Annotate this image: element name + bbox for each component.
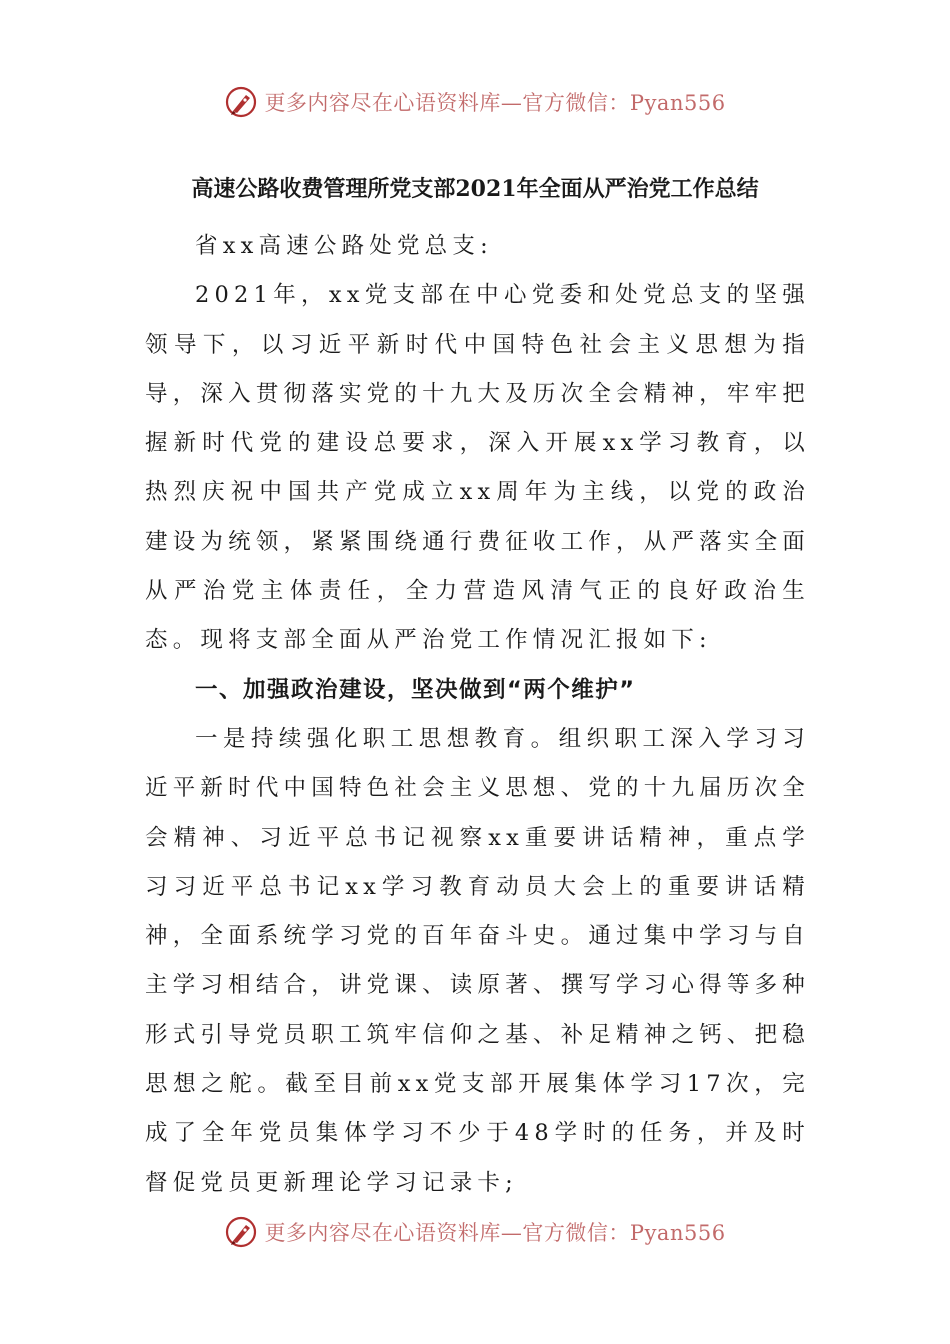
pen-nib-logo-icon (224, 85, 258, 119)
watermark-text: 更多内容尽在心语资料库—官方微信：Pyan556 (264, 91, 726, 115)
pen-nib-logo-icon (224, 1215, 258, 1249)
intro-paragraph: 2021年，xx党支部在中心党委和处党总支的坚强领导下，以习近平新时代中国特色社会主义思想为指导，深入贯彻落实党的十九大及历次全会精神，牢牢把握新时代党的建设总要求，深入开展xx学习教育，以热烈庆祝中国共产党成立xx周年为主线，以党的政治建设为统领，紧紧围绕通行费征收工作，从严落实全面从严治党主体责任，全力营造风清气正的良好政治生态。现将支部全面从严治党工作情况汇报如下: (145, 282, 810, 654)
watermark-text: 更多内容尽在心语资料库—官方微信：Pyan556 (264, 1221, 726, 1245)
section-paragraph: 一是持续强化职工思想教育。组织职工深入学习习近平新时代中国特色社会主义思想、党的十九届历次全会精神、习近平总书记视察xx重要讲话精神，重点学习习近平总书记xx学习教育动员大会上的重要讲话精神，全面系统学习党的百年奋斗史。通过集中学习与自主学习相结合，讲党课、读原著、撰写学习心得等多种形式引导党员职工筑牢信仰之基、补足精神之钙、把稳思想之舵。截至目前xx党支部开展集体学习17次，完成了全年党员集体学习不少于48学时的任务，并及时督促党员更新理论学习记录卡; (145, 725, 810, 1196)
document-title: 高速公路收费管理所党支部2021年全面从严治党工作总结 (191, 176, 759, 202)
header-watermark (0, 80, 950, 124)
footer-watermark (0, 1210, 950, 1254)
salutation: 省xx高速公路处党总支: (195, 233, 493, 259)
document-body (145, 222, 810, 1208)
section-heading: 一、加强政治建设，坚决做到“两个维护” (195, 676, 636, 703)
